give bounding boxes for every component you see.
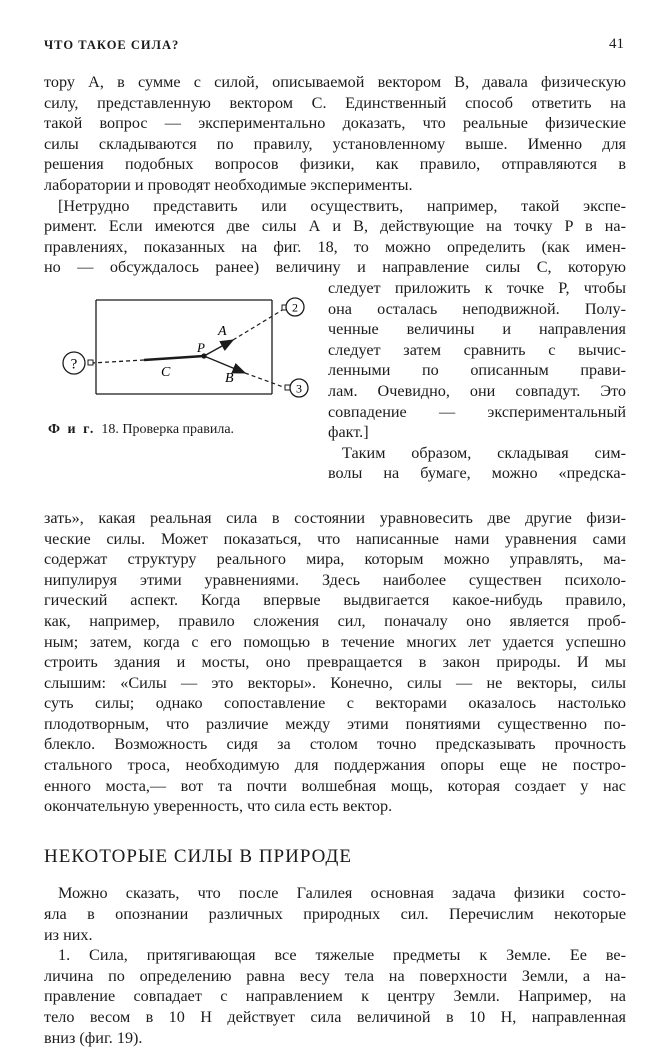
text-line: римент. Если имеются две силы А и В, действующие на точку P в на- [44, 217, 626, 236]
text-line: блекло. Возможность сидя за столом точно предсказывать прочность [44, 735, 626, 754]
text-line: совпадение — экспериментальный [328, 402, 626, 421]
text-line: как, например, правило сложения сил, поначалу оно является проб- [44, 611, 626, 630]
label-p: P [197, 339, 205, 355]
text-line: плодотворным, что различие между этими понятиями существенно по- [44, 714, 626, 733]
paragraph-2 [44, 196, 626, 278]
vector-c-dashed [92, 360, 144, 363]
label-b: B [225, 370, 234, 386]
figure-caption [48, 420, 234, 441]
text-line: силы складываются по правилу, установленному выше. Именно для [44, 134, 626, 153]
force-diagram [44, 290, 316, 410]
text-line: [Нетрудно представить или осуществить, например, такой экспе- [58, 196, 626, 215]
page-number: 41 [609, 36, 624, 52]
section-heading: НЕКОТОРЫЕ СИЛЫ В ПРИРОДЕ [44, 845, 352, 867]
vector-b-dashed [245, 373, 286, 388]
text-line: зать», какая реальная сила в состоянии уравновесить две другие физи- [44, 508, 626, 527]
text-line: волы на бумаге, можно «предска- [328, 464, 626, 483]
text-line: гический аспект. Когда впервые выдвигается какое-нибудь правило, [44, 591, 626, 610]
text-line: стального троса, необходимую для поддержания опоры еще не постро- [44, 756, 626, 775]
text-line: содержат структуру реального мира, которым можно управлять, ма- [44, 550, 626, 569]
running-title: ЧТО ТАКОЕ СИЛА? [44, 38, 180, 52]
text-line: но — обсуждалось ранее) величину и направление силы С, которую [44, 258, 626, 277]
text-line: решения подобных вопросов физики, как правило, отправляются в [44, 155, 626, 174]
paragraph-1 [44, 72, 626, 196]
caption-label: Ф и г. [48, 421, 96, 437]
text-line: лам. Очевидно, они совпадут. Это [328, 381, 626, 400]
text-line: следует затем сравнить с вычис- [328, 340, 626, 359]
text-line: факт.] [328, 423, 369, 442]
vector-a-dashed [233, 309, 284, 340]
text-line: нипулируя этими уравнениями. Здесь наиболее существен психоло- [44, 570, 626, 589]
text-line: ческие силы. Может показаться, что написанные нами уравнения сами [44, 529, 626, 548]
text-line: она осталась неподвижной. Полу- [328, 299, 626, 318]
vector-c-line [144, 356, 204, 360]
text-line: личина по определению равна весу тела на поверхности Земли, а на- [44, 966, 626, 985]
page-body [44, 72, 626, 1048]
text-line: енного моста,— вот та почти волшебная мощь, которая создает у нас [44, 776, 626, 795]
text-line: ным; затем, когда с его помощью в течение многих лет удается успешно [44, 632, 626, 651]
text-line: строить здания и мосты, оно превращается в закон природы. И мы [44, 653, 626, 672]
page-header [44, 38, 626, 58]
text-line: ченные величины и направления [328, 320, 626, 339]
side-text [328, 278, 626, 508]
text-line: лаборатории и проводят необходимые эксперименты. [44, 175, 413, 194]
text-line: слышим: «Силы — это векторы». Конечно, силы — не векторы, силы [44, 673, 626, 692]
circle-3-label: 3 [296, 381, 302, 396]
vector-a-line [204, 340, 233, 356]
text-line: суть силы; однако сопоставление с векторами оказалось настолько [44, 694, 626, 713]
text-line: тору А, в сумме с силой, описываемой вектором В, давала физическую [44, 73, 626, 91]
figure-18 [44, 278, 328, 508]
attach-3 [285, 385, 290, 390]
paragraph-4 [44, 883, 626, 945]
text-line: ленными по описанным прави- [328, 361, 626, 380]
attach-q [88, 360, 93, 365]
text-line: силу, представленную вектором С. Единственный способ ответить на [44, 93, 626, 112]
figure-wrap-area [44, 278, 626, 508]
label-a: A [218, 323, 227, 339]
circle-2-label: 2 [292, 300, 298, 315]
text-line: Таким образом, складывая сим- [342, 443, 626, 462]
text-line: 1. Сила, притягивающая все тяжелые предметы к Земле. Ее ве- [58, 946, 626, 965]
text-line: вниз (фиг. 19). [44, 1028, 143, 1047]
paragraph-5 [44, 945, 626, 1048]
text-line: правлениях, показанных на фиг. 18, то можно определить (как имен- [44, 237, 626, 256]
text-line: яла в опознании различных природных сил. Перечислим некоторые [44, 905, 626, 924]
circle-question-label: ? [70, 356, 78, 373]
text-line: тело весом в 10 Н действует сила величиной в 10 Н, направленная [44, 1008, 626, 1026]
diagram-frame [96, 300, 272, 394]
label-c: C [161, 364, 171, 380]
text-line: из них. [44, 925, 93, 944]
paragraph-3 [44, 508, 626, 817]
text-line: правление совпадает с направлением к центру Земли. Например, на [44, 987, 626, 1006]
text-line: окончательную уверенность, что сила есть вектор. [44, 797, 393, 816]
caption-text: 18. Проверка правила. [101, 421, 235, 437]
text-line: Можно сказать, что после Галилея основная задача физики состо- [58, 884, 626, 903]
text-line: такой вопрос — экспериментально доказать, что реальные физические [44, 114, 626, 133]
text-line: следует приложить к точке P, чтобы [328, 278, 626, 297]
